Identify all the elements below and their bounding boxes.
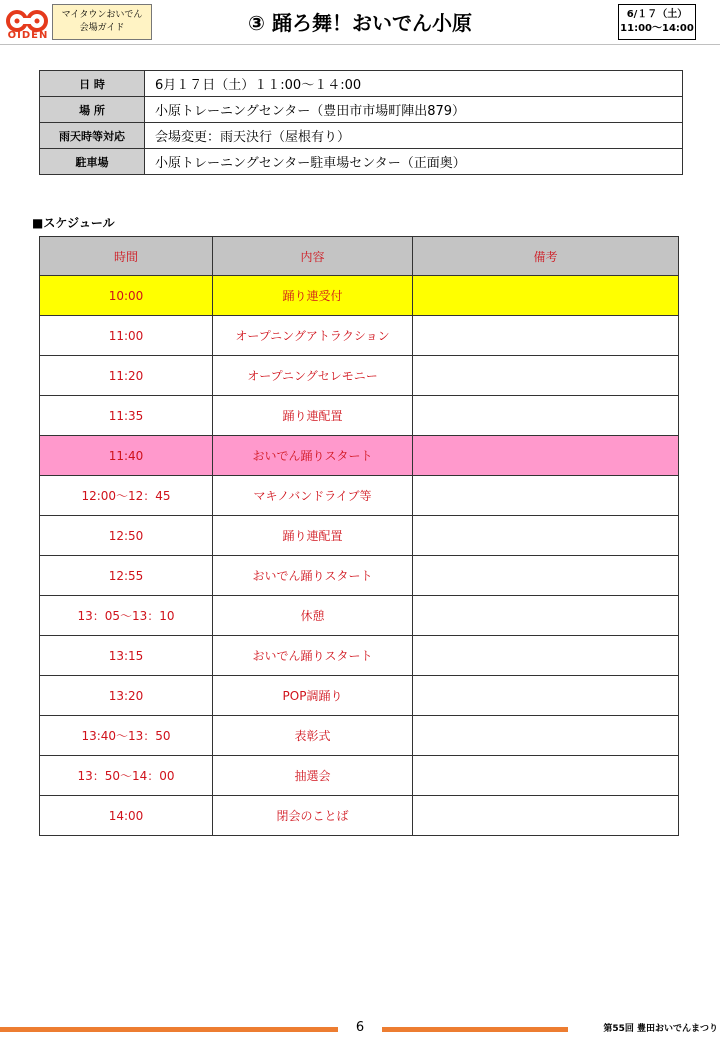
- schedule-content: 閉会のことば: [213, 796, 413, 836]
- schedule-content: オープニングセレモニー: [213, 356, 413, 396]
- page-title: ③ 踊ろ舞！おいでん小原: [248, 11, 472, 35]
- schedule-notes: [413, 636, 679, 676]
- date-badge: [618, 4, 696, 40]
- guide-line-1: マイタウンおいでん: [61, 10, 143, 20]
- footer-bar-left: [0, 1027, 338, 1032]
- schedule-notes: [413, 556, 679, 596]
- header-notes: 備考: [413, 237, 679, 276]
- schedule-notes: [413, 716, 679, 756]
- table-row: [40, 556, 679, 596]
- schedule-time: 13：05～13：10: [40, 596, 213, 636]
- table-row: [40, 676, 679, 716]
- info-label: 雨天時等対応: [40, 123, 145, 149]
- table-row: [40, 716, 679, 756]
- schedule-time: 12:50: [40, 516, 213, 556]
- table-row: [40, 596, 679, 636]
- header-content: 内容: [213, 237, 413, 276]
- info-value: 小原トレーニングセンター（豊田市市場町陣出879）: [145, 97, 683, 123]
- table-row: [40, 436, 679, 476]
- info-value: 会場変更：雨天決行（屋根有り）: [145, 123, 683, 149]
- schedule-time: 13:15: [40, 636, 213, 676]
- schedule-time: 10:00: [40, 276, 213, 316]
- schedule-content: POP調踊り: [213, 676, 413, 716]
- schedule-time: 11:35: [40, 396, 213, 436]
- info-label: 日 時: [40, 71, 145, 97]
- date-badge-time: 11:00～14:00: [620, 23, 694, 34]
- table-row: [40, 276, 679, 316]
- schedule-time: 11:00: [40, 316, 213, 356]
- schedule-time: 13:20: [40, 676, 213, 716]
- schedule-notes: [413, 396, 679, 436]
- footer-event-name: 第55回 豊田おいでんまつり: [603, 1024, 718, 1034]
- info-row-datetime: [40, 71, 683, 97]
- schedule-notes: [413, 796, 679, 836]
- table-row: [40, 636, 679, 676]
- schedule-heading: ■スケジュール: [32, 216, 115, 230]
- page-number: 6: [355, 1020, 365, 1035]
- table-row: [40, 316, 679, 356]
- schedule-notes: [413, 756, 679, 796]
- schedule-notes: [413, 516, 679, 556]
- schedule-time: 12:00～12：45: [40, 476, 213, 516]
- info-label: 場 所: [40, 97, 145, 123]
- schedule-notes: [413, 476, 679, 516]
- info-row-rain-plan: [40, 123, 683, 149]
- table-row: [40, 516, 679, 556]
- schedule-notes: [413, 316, 679, 356]
- schedule-notes: [413, 356, 679, 396]
- schedule-time: 12:55: [40, 556, 213, 596]
- schedule-notes: [413, 436, 679, 476]
- date-badge-date: 6/１７（土）: [626, 9, 688, 20]
- header-divider: [0, 44, 720, 45]
- info-value: 6月１７日（土）１１:00～１４:00: [145, 71, 683, 97]
- schedule-notes: [413, 596, 679, 636]
- schedule-content: 踊り連受付: [213, 276, 413, 316]
- guide-line-2: 会場ガイド: [79, 23, 125, 33]
- schedule-content: おいでん踊りスタート: [213, 556, 413, 596]
- info-row-location: [40, 97, 683, 123]
- info-value: 小原トレーニングセンター駐車場センター（正面奥）: [145, 149, 683, 175]
- table-row: [40, 356, 679, 396]
- table-row: [40, 476, 679, 516]
- logo-text: OIDEN: [7, 30, 49, 41]
- schedule-content: 表彰式: [213, 716, 413, 756]
- venue-guide-label: [52, 4, 152, 40]
- schedule-notes: [413, 676, 679, 716]
- schedule-time: 11:40: [40, 436, 213, 476]
- schedule-content: 抽選会: [213, 756, 413, 796]
- schedule-time: 14:00: [40, 796, 213, 836]
- schedule-time: 13：50～14：00: [40, 756, 213, 796]
- event-info-table: [39, 70, 683, 175]
- table-row: [40, 796, 679, 836]
- schedule-content: 踊り連配置: [213, 396, 413, 436]
- schedule-content: おいでん踊りスタート: [213, 436, 413, 476]
- info-label: 駐車場: [40, 149, 145, 175]
- schedule-content: 休憩: [213, 596, 413, 636]
- schedule-content: 踊り連配置: [213, 516, 413, 556]
- schedule-notes: [413, 276, 679, 316]
- schedule-content: オープニングアトラクション: [213, 316, 413, 356]
- schedule-table: [39, 236, 679, 836]
- table-row: [40, 756, 679, 796]
- schedule-content: おいでん踊りスタート: [213, 636, 413, 676]
- schedule-time: 13:40～13：50: [40, 716, 213, 756]
- table-row: [40, 396, 679, 436]
- header-time: 時間: [40, 237, 213, 276]
- schedule-content: マキノバンドライブ等: [213, 476, 413, 516]
- schedule-header-row: [40, 237, 679, 276]
- footer-bar-right: [382, 1027, 568, 1032]
- schedule-time: 11:20: [40, 356, 213, 396]
- info-row-parking: [40, 149, 683, 175]
